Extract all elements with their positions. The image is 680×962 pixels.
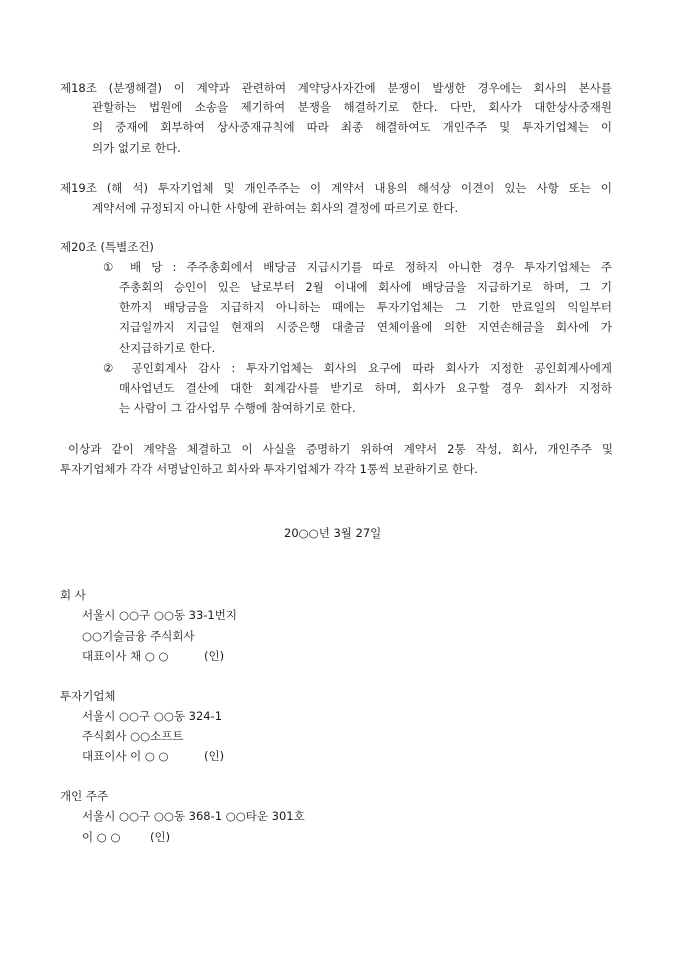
party-investor-address: 서울시 ○○구 ○○동 324-1 [82,709,223,723]
article-20-heading: 제20조 (특별조건) [60,240,154,254]
article-20-item-2-line-2: 매사업년도 결산에 대한 회계감사를 받기로 하며, 회사가 요구할 경우 회사가 지정하 [119,381,612,395]
party-investor-name: 주식회사 ○○소프트 [82,729,184,743]
party-company-address: 서울시 ○○구 ○○동 33-1번지 [82,608,237,622]
party-shareholder-label: 개인 주주 [60,789,109,803]
party-company-label: 회 사 [60,588,86,602]
article-19-line-2: 계약서에 규정되지 아니한 사항에 관하여는 회사의 결정에 따르기로 한다. [92,201,459,215]
article-18-line-4: 의가 없기로 한다. [92,141,181,155]
article-20-item-1-line-4: 지급일까지 지급일 현재의 시중은행 대출금 연체이율에 의한 지연손해금을 회사에 가 [119,320,612,334]
article-20-item-1-line-3: 한까지 배당금을 지급하지 아니하는 때에는 투자기업체는 그 기한 만료일의 익일부터 [119,300,612,314]
party-investor-seal: (인) [204,749,225,763]
article-18-line-1: 제18조 (분쟁해결) 이 계약과 관련하여 계약당사자간에 분쟁이 발생한 경우에는 회사의 본사를 [60,81,612,95]
article-20-item-1-line-1: ① 배 당 : 주주총회에서 배당금 지급시기를 따로 정하지 아니한 경우 투자기업체는 주 [103,260,612,274]
party-company-representative: 대표이사 채 ○ ○ [82,649,169,663]
party-investor-representative: 대표이사 이 ○ ○ [82,749,169,763]
article-18-line-3: 의 중재에 회부하여 상사중재규칙에 따라 최종 해결하여도 개인주주 및 투자기업체는 이 [92,120,612,134]
party-investor-label: 투자기업체 [60,689,116,703]
article-20-item-2-line-1: ② 공인회계사 감사 : 투자기업체는 회사의 요구에 따라 회사가 지정한 공인회계사에게 [103,361,612,375]
party-shareholder-seal: (인) [150,830,171,844]
article-20-item-2-line-3: 는 사람이 그 감사업무 수행에 참여하기로 한다. [119,401,356,415]
article-18-line-2: 관할하는 법원에 소송을 제기하여 분쟁을 해결하기로 한다. 다만, 회사가 대한상사중재원 [92,100,612,114]
party-company-seal: (인) [204,649,225,663]
closing-line-1: 이상과 같이 계약을 체결하고 이 사실을 증명하기 위하여 계약서 2통 작성, 회사, 개인주주 및 [68,442,613,456]
closing-line-2: 투자기업체가 각각 서명날인하고 회사와 투자기업체가 각각 1통씩 보관하기로 한다. [60,462,478,476]
article-20-item-1-line-2: 주총회의 승인이 있은 날로부터 2월 이내에 회사에 배당금을 지급하기로 하며, 그 기 [119,280,612,294]
party-shareholder-address: 서울시 ○○구 ○○동 368-1 ○○타운 301호 [82,809,305,823]
article-19-line-1: 제19조 (해 석) 투자기업체 및 개인주주는 이 계약서 내용의 해석상 이견이 있는 사항 또는 이 [60,181,612,195]
party-shareholder-name: 이 ○ ○ [82,830,121,844]
party-company-name: ○○기술금융 주식회사 [82,629,195,643]
contract-date: 20○○년 3월 27일 [284,526,382,540]
article-20-item-1-line-5: 산지급하기로 한다. [119,341,216,355]
